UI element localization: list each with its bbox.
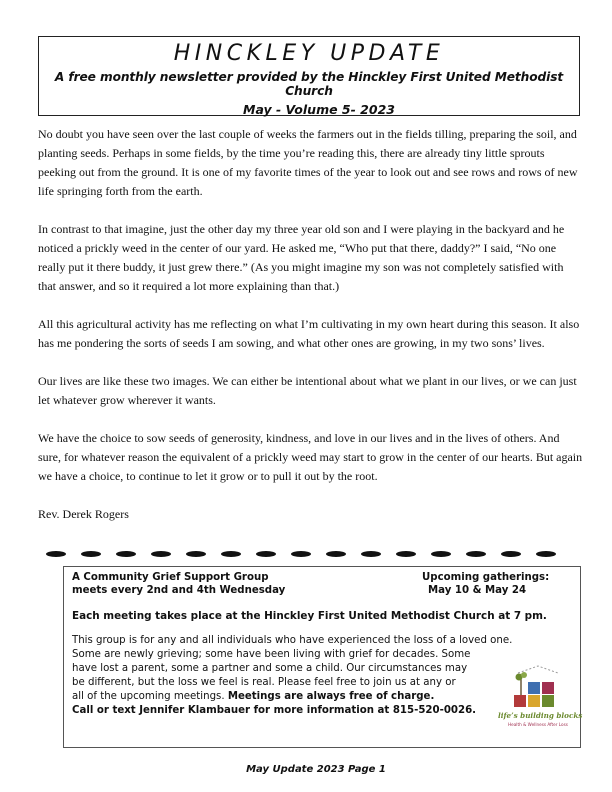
dashed-divider bbox=[46, 548, 556, 560]
divider-dash bbox=[466, 551, 486, 557]
divider-dash bbox=[431, 551, 451, 557]
newsletter-subtitle: A free monthly newsletter provided by the Hinckley First United Methodist Church bbox=[54, 70, 564, 98]
divider-dash bbox=[151, 551, 171, 557]
article-paragraph: No doubt you have seen over the last couple of weeks the farmers out in the fields tilling, preparing the soil, and planting seeds. Perhaps in some fields, by the time you’re reading this, there are already tiny little sprouts peeking out from the ground. It is one of my favorite times of the year to look out and see rows and rows of new life springing forth from the earth. bbox=[38, 127, 578, 198]
divider-dash bbox=[396, 551, 416, 557]
divider-dash bbox=[361, 551, 381, 557]
grief-text-line: This group is for any and all individuals who have experienced the loss of a loved one. bbox=[72, 635, 513, 646]
divider-dash bbox=[186, 551, 206, 557]
gatherings-label: Upcoming gatherings: bbox=[422, 572, 550, 583]
grief-title bbox=[72, 571, 285, 597]
article-signature: Rev. Derek Rogers bbox=[38, 507, 129, 521]
page-footer: May Update 2023 Page 1 bbox=[246, 764, 386, 775]
grief-text-line: Some are newly grieving; some have been living with grief for decades. Some bbox=[72, 649, 471, 660]
divider-dash bbox=[81, 551, 101, 557]
divider-dash bbox=[501, 551, 521, 557]
grief-text-line bbox=[72, 690, 542, 704]
free-of-charge-note: Meetings are always free of charge. bbox=[227, 691, 435, 702]
meeting-location: Each meeting takes place at the Hinckley First United Methodist Church at 7 pm. bbox=[72, 610, 547, 622]
grief-text-start: all of the upcoming meetings. bbox=[72, 691, 228, 702]
logo-name: life’s building blocks bbox=[498, 711, 583, 720]
grief-title-line: A Community Grief Support Group bbox=[72, 572, 269, 583]
divider-dash bbox=[536, 551, 556, 557]
contact-info: Call or text Jennifer Klambauer for more information at 815-520-0026. bbox=[72, 705, 477, 716]
article-paragraph: All this agricultural activity has me reflecting on what I’m cultivating in my own heart during this season. It also has me pondering the sorts of seeds I am sowing, and what other ones are growing, in my two sons’ lives. bbox=[38, 317, 580, 350]
grief-text-line: have lost a parent, some a partner and some a child. Our circumstances may bbox=[72, 663, 468, 674]
divider-dash bbox=[221, 551, 241, 557]
divider-dash bbox=[46, 551, 66, 557]
grief-header bbox=[72, 571, 572, 597]
article-paragraph: In contrast to that imagine, just the other day my three year old son and I were playing in the backyard and he noticed a prickly weed in the center of our yard. He asked me, “Who put that there, daddy?” I said, “No one really put it there buddy, it just grew there.” (As you might imagine my son was not completely satisfied with that answer, and so it required a lot more explaining than that.) bbox=[38, 222, 565, 293]
pastor-article bbox=[38, 125, 583, 543]
divider-dash bbox=[291, 551, 311, 557]
grief-description bbox=[72, 634, 542, 718]
grief-text-line: be different, but the loss we feel is real. Please feel free to join us at any or bbox=[72, 677, 456, 688]
upcoming-gatherings bbox=[422, 571, 572, 597]
article-paragraph: We have the choice to sow seeds of generosity, kindness, and love in our lives and in the lives of others. And sure, for whatever reason the equivalent of a prickly weed may start to grow in the center of our hearts. But again we have a choice, to continue to let it grow or to pull it out by the root. bbox=[38, 431, 583, 483]
article-paragraph: Our lives are like these two images. We can either be intentional about what we plant in our lives, or we can just let whatever grow wherever it wants. bbox=[38, 374, 577, 407]
volume-label: May - Volume 5- 2023 bbox=[243, 102, 395, 117]
newsletter-title: HINCKLEY UPDATE bbox=[173, 41, 445, 66]
gatherings-dates: May 10 & May 24 bbox=[428, 585, 527, 596]
divider-dash bbox=[326, 551, 346, 557]
divider-dash bbox=[256, 551, 276, 557]
grief-schedule-line: meets every 2nd and 4th Wednesday bbox=[72, 585, 286, 596]
logo-tagline: Health & Wellness After Loss bbox=[508, 722, 568, 727]
divider-dash bbox=[116, 551, 136, 557]
building-blocks-icon bbox=[498, 665, 578, 713]
masthead bbox=[38, 36, 580, 116]
lifes-building-blocks-logo bbox=[498, 665, 583, 741]
